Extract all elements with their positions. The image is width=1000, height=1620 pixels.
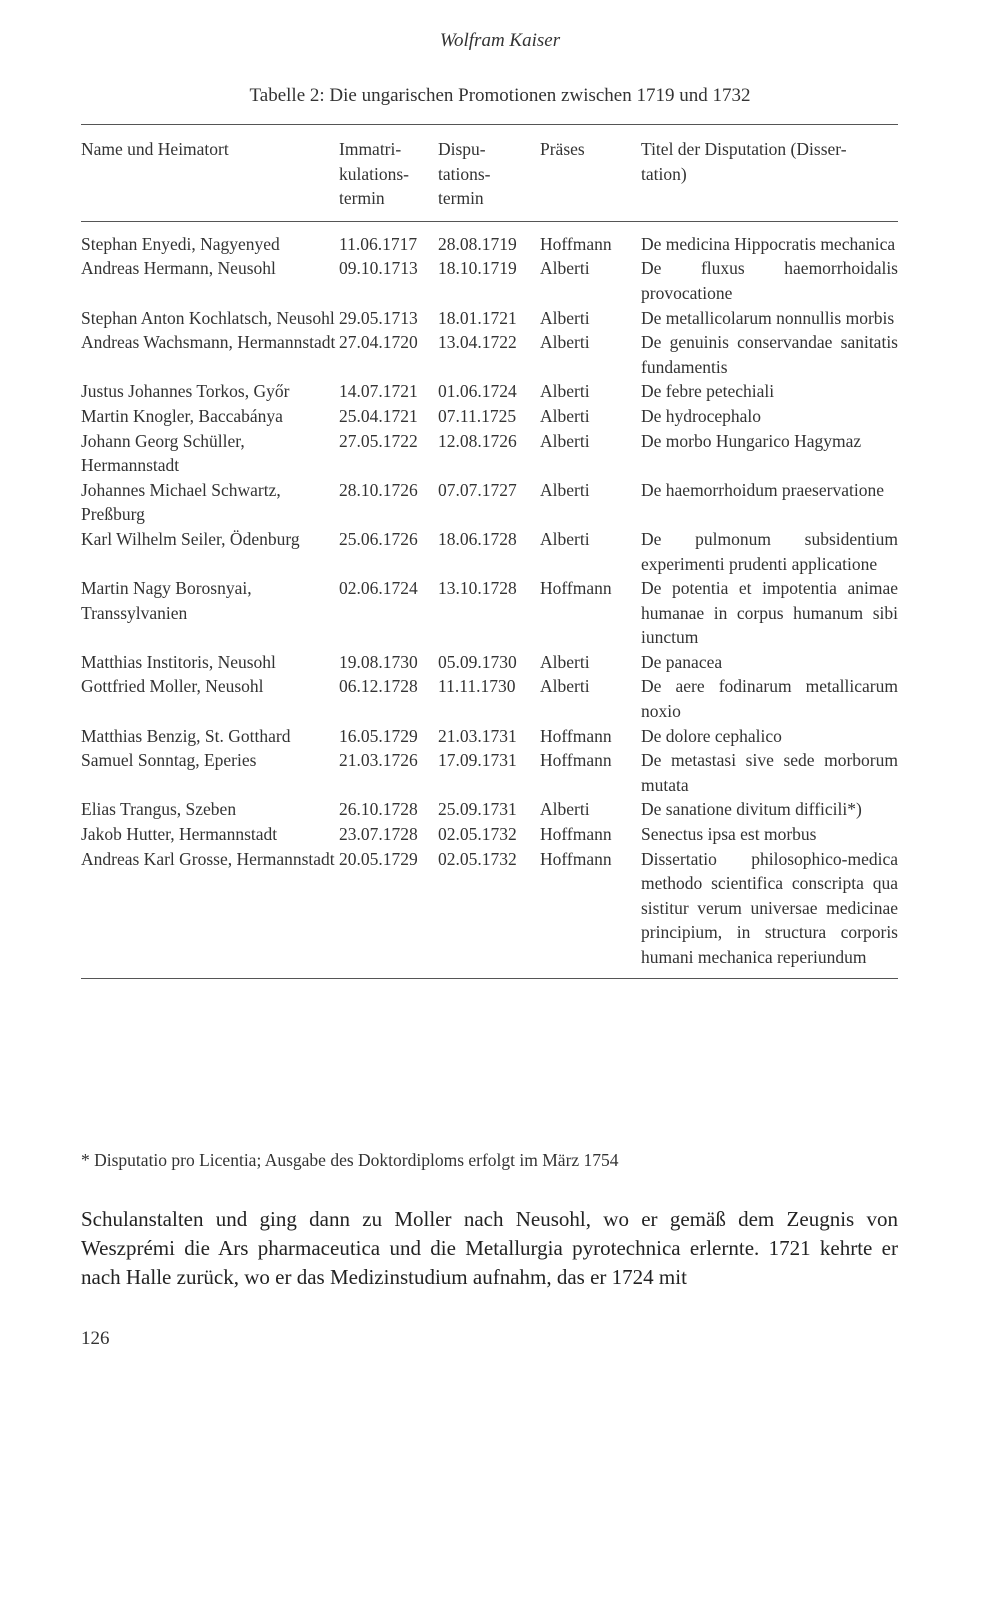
- cell-name: Matthias Institoris, Neusohl: [81, 651, 276, 672]
- cell-immatriculation-date: 06.12.1728: [339, 676, 418, 697]
- cell-name: Elias Trangus, Szeben: [81, 799, 237, 820]
- cell-immatriculation-date: 25.04.1721: [339, 405, 418, 426]
- table-row: [81, 527, 898, 576]
- cell-name: Stephan Enyedi, Nagyenyed: [81, 233, 280, 254]
- cell-dissertation-title: De pulmonum subsidentium experimenti prudenti applicatione: [641, 528, 898, 574]
- cell-immatriculation-date: 11.06.1717: [339, 233, 418, 254]
- cell-disputation-date: 02.05.1732: [438, 824, 517, 845]
- cell-dissertation-title: De aere fodinarum metallicarum noxio: [641, 676, 898, 722]
- table-row: [81, 748, 898, 797]
- cell-praeses: Alberti: [540, 258, 590, 279]
- cell-dissertation-title: De dolore cephalico: [641, 725, 782, 746]
- cell-disputation-date: 21.03.1731: [438, 725, 517, 746]
- cell-disputation-date: 13.04.1722: [438, 332, 517, 353]
- cell-immatriculation-date: 09.10.1713: [339, 258, 418, 279]
- cell-immatriculation-date: 16.05.1729: [339, 725, 418, 746]
- running-head: Wolfram Kaiser: [439, 30, 561, 51]
- cell-immatriculation-date: 27.05.1722: [339, 430, 418, 451]
- cell-immatriculation-date: 23.07.1728: [339, 824, 418, 845]
- cell-name: Andreas Karl Grosse, Hermannstadt: [81, 847, 339, 978]
- table-row: [81, 379, 898, 404]
- cell-dissertation-title: De febre petechiali: [641, 381, 775, 402]
- cell-dissertation-title: De hydrocephalo: [641, 405, 762, 426]
- cell-name: Johannes Michael Schwartz, Preßburg: [81, 479, 281, 525]
- column-header-disputation-date: Dispu- tations- termin: [438, 125, 540, 222]
- cell-name: Stephan Anton Kochlatsch, Neusohl: [81, 307, 335, 328]
- cell-immatriculation-date: 27.04.1720: [339, 332, 418, 353]
- cell-immatriculation-date: 02.06.1724: [339, 578, 418, 599]
- cell-disputation-date: 28.08.1719: [438, 233, 517, 254]
- table-row: [81, 429, 898, 478]
- cell-disputation-date: 05.09.1730: [438, 651, 517, 672]
- cell-praeses: Hoffmann: [540, 824, 612, 845]
- promotions-table: [81, 124, 898, 979]
- cell-disputation-date: 12.08.1726: [438, 430, 517, 451]
- table-row: [81, 330, 898, 379]
- table-row: [81, 306, 898, 331]
- cell-name: Gottfried Moller, Neusohl: [81, 676, 264, 697]
- column-header-name: Name und Heimatort: [81, 125, 339, 222]
- cell-disputation-date: 07.07.1727: [438, 479, 517, 500]
- cell-praeses: Alberti: [540, 479, 590, 500]
- cell-praeses: Alberti: [540, 332, 590, 353]
- table-row: [81, 674, 898, 723]
- cell-praeses: Hoffmann: [540, 750, 612, 771]
- cell-name: Johann Georg Schüller, Hermannstadt: [81, 430, 245, 476]
- cell-immatriculation-date: 20.05.1729: [339, 847, 438, 978]
- page-number: 126: [81, 1328, 110, 1349]
- cell-name: Justus Johannes Torkos, Győr: [81, 381, 290, 402]
- column-header-immatriculation: Immatri- kulations- termin: [339, 125, 438, 222]
- table-row: [81, 650, 898, 675]
- cell-disputation-date: 17.09.1731: [438, 750, 517, 771]
- cell-dissertation-title: De metallicolarum nonnullis morbis: [641, 307, 895, 328]
- cell-disputation-date: 18.10.1719: [438, 258, 517, 279]
- cell-disputation-date: 13.10.1728: [438, 578, 517, 599]
- cell-name: Matthias Benzig, St. Gotthard: [81, 725, 291, 746]
- cell-disputation-date: 18.01.1721: [438, 307, 517, 328]
- cell-disputation-date: 11.11.1730: [438, 676, 516, 697]
- table-header-row: [81, 125, 898, 222]
- table-row: [81, 822, 898, 847]
- table-title: Tabelle 2: Die ungarischen Promotionen zwischen 1719 und 1732: [249, 85, 751, 106]
- cell-immatriculation-date: 21.03.1726: [339, 750, 418, 771]
- cell-disputation-date: 25.09.1731: [438, 799, 517, 820]
- cell-dissertation-title: De genuinis conservandae sanitatis fundamentis: [641, 332, 898, 377]
- column-header-title: Titel der Disputation (Disser- tation): [641, 125, 898, 222]
- cell-dissertation-title: De metastasi sive sede morborum mutata: [641, 750, 898, 795]
- cell-praeses: Alberti: [540, 381, 590, 402]
- cell-name: Karl Wilhelm Seiler, Ödenburg: [81, 528, 300, 549]
- cell-name: Jakob Hutter, Hermannstadt: [81, 824, 278, 845]
- cell-immatriculation-date: 14.07.1721: [339, 381, 418, 402]
- cell-immatriculation-date: 28.10.1726: [339, 479, 418, 500]
- cell-immatriculation-date: 25.06.1726: [339, 528, 418, 549]
- cell-praeses: Alberti: [540, 528, 590, 549]
- cell-dissertation-title: De panacea: [641, 651, 723, 672]
- table-row: [81, 797, 898, 822]
- cell-name: Andreas Wachsmann, Hermannstadt: [81, 332, 336, 353]
- cell-praeses: Alberti: [540, 676, 590, 697]
- cell-disputation-date: 01.06.1724: [438, 381, 517, 402]
- cell-praeses: Hoffmann: [540, 847, 641, 978]
- cell-name: Martin Knogler, Baccabánya: [81, 405, 283, 426]
- table-footnote: * Disputatio pro Licentia; Ausgabe des Doktordiploms erfolgt im März 1754: [81, 1150, 619, 1170]
- cell-praeses: Hoffmann: [540, 725, 612, 746]
- table-row: [81, 478, 898, 527]
- table-row: [81, 256, 898, 305]
- table-row: [81, 847, 898, 978]
- cell-name: Samuel Sonntag, Eperies: [81, 750, 257, 771]
- column-header-praeses: Präses: [540, 125, 641, 222]
- table-header: [81, 125, 898, 222]
- cell-dissertation-title: De fluxus haemorrhoidalis provocatione: [641, 258, 898, 303]
- body-paragraph: Schulanstalten und ging dann zu Moller nach Neusohl, wo er gemäß dem Zeugnis von Weszprémi die Ars pharmaceutica und die Metallurgia pyrotechnica erlernte. 1721 kehrte er nach Halle zurück, wo er das Medizinstudium aufnahm, das er 1724 mit: [81, 1207, 898, 1289]
- cell-disputation-date: 07.11.1725: [438, 405, 517, 426]
- cell-immatriculation-date: 19.08.1730: [339, 651, 418, 672]
- cell-name: Andreas Hermann, Neusohl: [81, 258, 276, 279]
- cell-dissertation-title: Senectus ipsa est morbus: [641, 824, 817, 845]
- cell-praeses: Alberti: [540, 651, 590, 672]
- cell-dissertation-title: De sanatione divitum difficili*): [641, 799, 862, 820]
- cell-dissertation-title: De potentia et impotentia animae humanae in corpus humanum sibi iunctum: [641, 578, 898, 648]
- promotions-table-container: [81, 124, 898, 979]
- cell-praeses: Hoffmann: [540, 233, 612, 254]
- cell-dissertation-title: De haemorrhoidum praeservatione: [641, 479, 884, 500]
- cell-praeses: Alberti: [540, 430, 590, 451]
- cell-praeses: Alberti: [540, 307, 590, 328]
- cell-dissertation-title: De morbo Hungarico Hagymaz: [641, 430, 862, 451]
- cell-praeses: Alberti: [540, 799, 590, 820]
- cell-disputation-date: 02.05.1732: [438, 847, 540, 978]
- cell-praeses: Alberti: [540, 405, 590, 426]
- cell-name: Martin Nagy Borosnyai, Transsylvanien: [81, 578, 252, 623]
- cell-praeses: Hoffmann: [540, 578, 612, 599]
- table-row: [81, 221, 898, 256]
- table-row: [81, 404, 898, 429]
- cell-disputation-date: 18.06.1728: [438, 528, 517, 549]
- cell-dissertation-title: Dissertatio philosophico-medica methodo scientifica conscripta qua sistitur verum universae medicinae principium, in structura corporis humani mechanica reperiundum: [641, 847, 898, 978]
- cell-immatriculation-date: 26.10.1728: [339, 799, 418, 820]
- table-row: [81, 576, 898, 650]
- table-row: [81, 724, 898, 749]
- table-body: [81, 221, 898, 978]
- cell-dissertation-title: De medicina Hippocratis mechanica: [641, 233, 896, 254]
- cell-immatriculation-date: 29.05.1713: [339, 307, 418, 328]
